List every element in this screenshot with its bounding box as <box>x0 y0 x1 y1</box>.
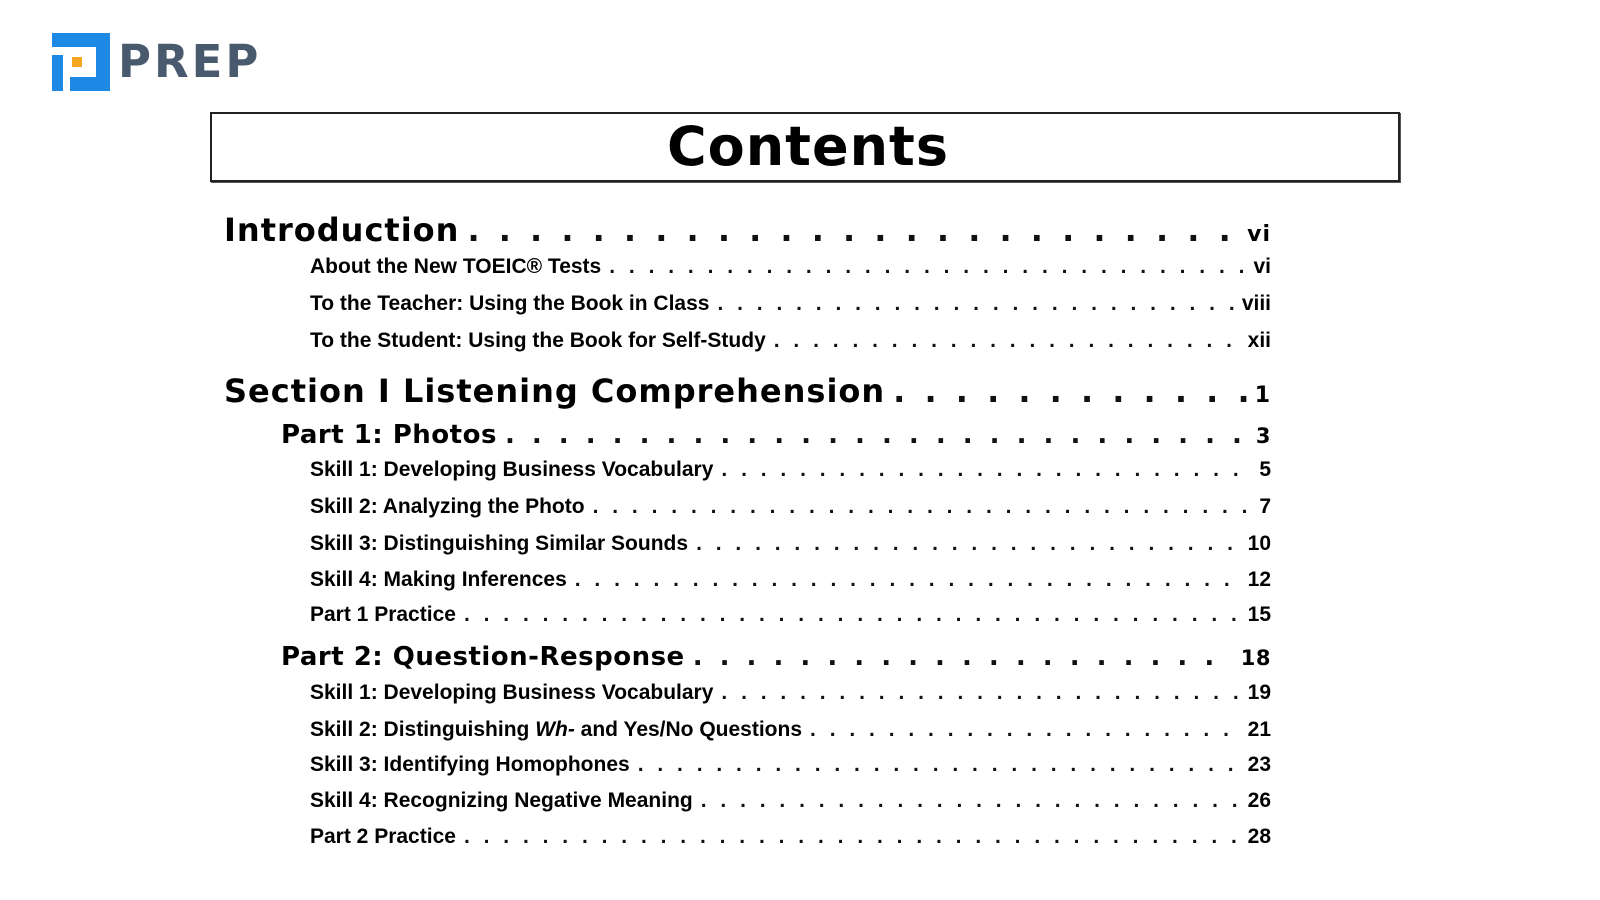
toc-page-number: viii <box>1241 292 1271 315</box>
toc-entry <box>310 292 1271 316</box>
toc-leader-dots <box>505 420 1248 450</box>
toc-entry <box>310 329 1271 353</box>
toc-page-number: 10 <box>1247 532 1271 555</box>
toc-entry <box>310 753 1271 777</box>
toc-label: Skill 4: Recognizing Negative Meaning <box>310 789 693 812</box>
page-title: Contents <box>666 115 949 178</box>
toc-leader-dots <box>774 329 1240 353</box>
toc-page-number: 7 <box>1259 495 1271 518</box>
toc-label: Part 1: Photos <box>281 420 497 450</box>
toc-label: To the Student: Using the Book for Self-Study <box>310 329 766 352</box>
toc-entry <box>310 532 1271 556</box>
toc-page-number: 19 <box>1247 681 1271 704</box>
toc-leader-dots <box>810 718 1240 742</box>
toc-entry <box>310 681 1271 705</box>
toc-label: Skill 4: Making Inferences <box>310 568 567 591</box>
toc-label: About the New TOEIC® Tests <box>310 255 602 278</box>
toc-entry-part-1 <box>281 420 1271 450</box>
toc-entry <box>310 255 1271 279</box>
toc-page-number: 3 <box>1255 424 1271 448</box>
brand-logo <box>52 33 261 91</box>
contents-title-box <box>210 112 1400 182</box>
toc-leader-dots <box>464 603 1240 627</box>
toc-page-number: 1 <box>1254 383 1271 408</box>
toc-leader-dots <box>701 789 1240 813</box>
toc-page-number: 18 <box>1240 646 1271 670</box>
toc-leader-dots <box>693 642 1233 672</box>
toc-leader-dots <box>717 292 1233 316</box>
brand-name: PREP <box>118 35 262 88</box>
toc-page-number: 15 <box>1247 603 1271 626</box>
prep-logo-icon <box>52 33 110 91</box>
toc-entry <box>310 789 1271 813</box>
toc-page-number: 23 <box>1247 753 1271 776</box>
toc-label: To the Teacher: Using the Book in Class <box>310 292 710 315</box>
toc-leader-dots <box>721 458 1251 482</box>
toc-leader-dots <box>893 372 1247 410</box>
toc-page-number: 28 <box>1247 825 1271 848</box>
toc-leader-dots <box>696 532 1240 556</box>
toc-page-number: vi <box>1253 255 1271 278</box>
toc-leader-dots <box>721 681 1239 705</box>
toc-leader-dots <box>609 255 1245 279</box>
toc-label: Skill 1: Developing Business Vocabulary <box>310 458 714 481</box>
toc-entry <box>310 825 1271 849</box>
toc-page-number: vi <box>1247 222 1271 247</box>
toc-page-number: 26 <box>1247 789 1271 812</box>
toc-label: Skill 1: Developing Business Vocabulary <box>310 681 714 704</box>
toc-leader-dots <box>464 825 1240 849</box>
toc-page-number: 5 <box>1259 458 1271 481</box>
toc-page-number: 21 <box>1247 718 1271 741</box>
toc-label: Part 1 Practice <box>310 603 456 626</box>
toc-label: Section I Listening Comprehension <box>224 372 886 410</box>
toc-entry <box>310 568 1271 592</box>
toc-leader-dots <box>467 211 1239 249</box>
toc-entry <box>310 718 1271 742</box>
toc-page-number: 12 <box>1247 568 1271 591</box>
toc-label: Introduction <box>224 211 460 249</box>
toc-page-number: xii <box>1247 329 1271 352</box>
toc-leader-dots <box>638 753 1240 777</box>
toc-entry-section-1 <box>224 372 1271 410</box>
toc-entry-part-2 <box>281 642 1271 672</box>
toc-entry <box>310 458 1271 482</box>
toc-leader-dots <box>593 495 1252 519</box>
toc-label: Skill 3: Distinguishing Similar Sounds <box>310 532 689 555</box>
toc-label: Skill 2: Distinguishing Wh- and Yes/No Questions <box>310 718 803 741</box>
toc-label: Part 2 Practice <box>310 825 456 848</box>
toc-label: Part 2: Question-Response <box>281 642 685 672</box>
toc-entry <box>310 495 1271 519</box>
toc-entry <box>310 603 1271 627</box>
toc-leader-dots <box>575 568 1240 592</box>
toc-entry-introduction <box>224 211 1271 249</box>
toc-label: Skill 3: Identifying Homophones <box>310 753 630 776</box>
toc-label: Skill 2: Analyzing the Photo <box>310 495 585 518</box>
